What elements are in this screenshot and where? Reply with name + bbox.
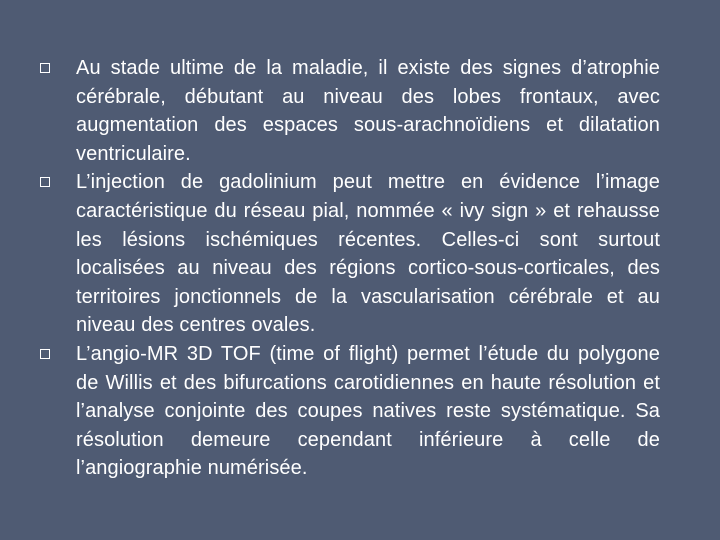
square-outline-bullet-icon xyxy=(40,349,50,359)
bullet-item-gadolinium xyxy=(40,168,660,340)
bullet-item-atrophy xyxy=(40,54,660,168)
bullet-text: Au stade ultime de la maladie, il existe des signes d’atrophie cérébrale, débutant au niveau des lobes frontaux, avec augmentation des espaces sous-arachnoïdiens et dilatation ventriculaire. xyxy=(76,57,660,165)
bullet-text: L’angio-MR 3D TOF (time of flight) permet l’étude du polygone de Willis et des bifurcations carotidiennes en haute résolution et l’analyse conjointe des coupes natives reste systématique. Sa résolution demeure cependant inférieure à celle de l’angiographie numérisée. xyxy=(76,342,660,480)
bullet-item-angio-mr xyxy=(40,340,660,483)
bullet-text: L’injection de gadolinium peut mettre en évidence l’image caractéristique du réseau pial, nommée « ivy sign » et rehausse les lésions ischémiques récentes. Celles-ci sont surtout localisées au niveau des régions cortico-sous-corticales, des territoires jonctionnels de la vascularisation cérébrale et au niveau des centres ovales. xyxy=(76,171,660,337)
square-outline-bullet-icon xyxy=(40,63,50,73)
square-outline-bullet-icon xyxy=(40,177,50,187)
bullet-list xyxy=(40,54,660,483)
